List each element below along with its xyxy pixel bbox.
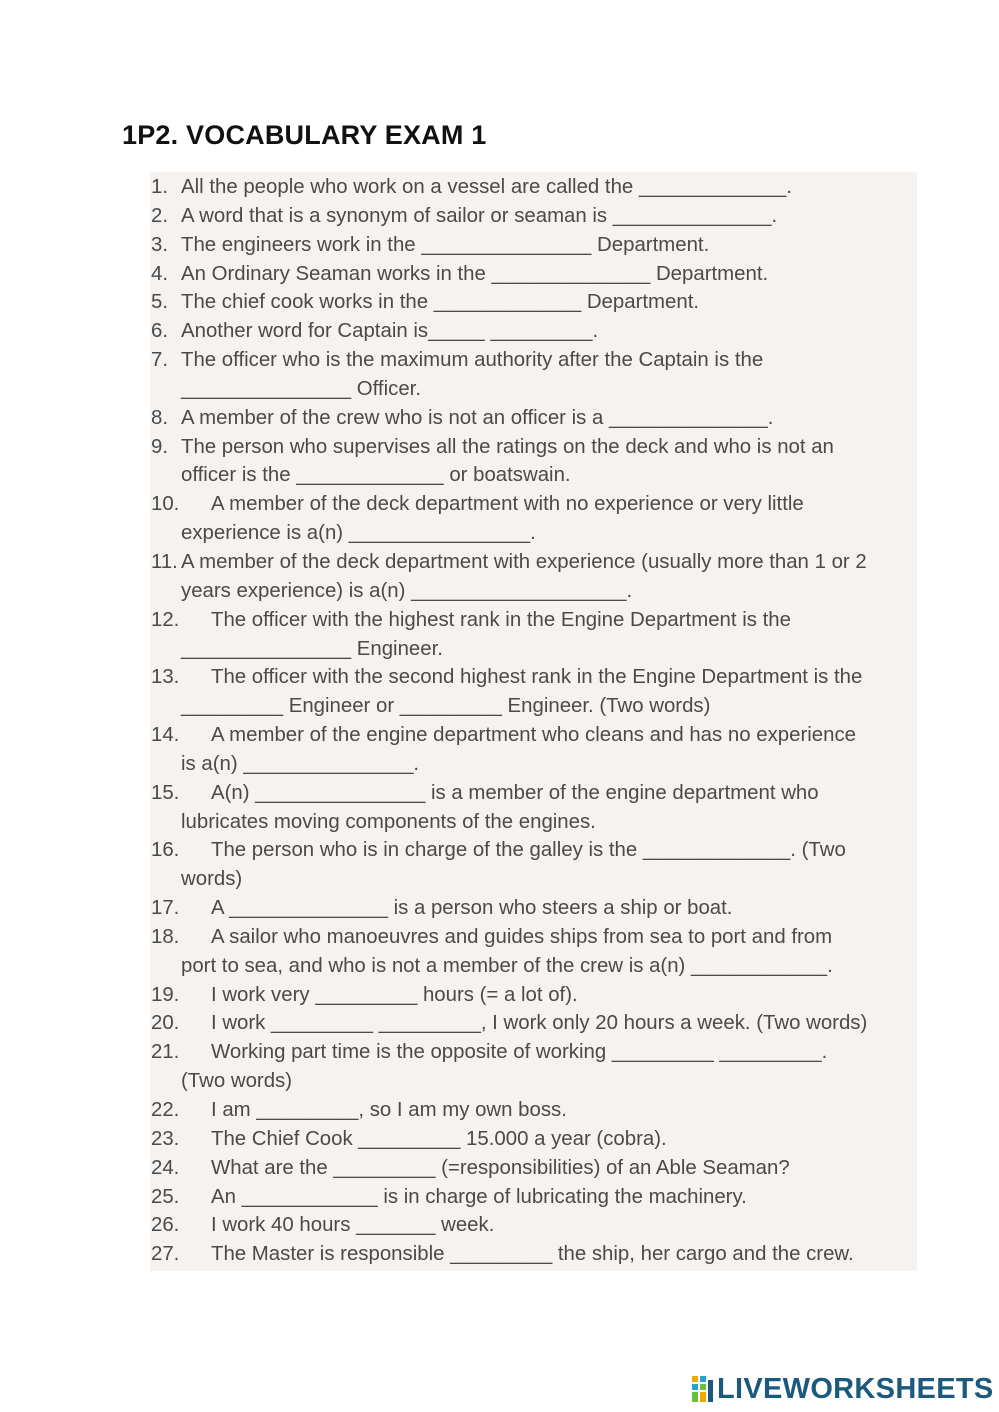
question-item [150, 1096, 917, 1125]
question-line [181, 1096, 917, 1125]
question-number: 18. [151, 925, 180, 948]
question-text: A word that is a synonym of sailor or seaman is ______________. [181, 204, 778, 227]
question-item [150, 606, 917, 664]
question-item [150, 1154, 917, 1183]
question-number: 25. [151, 1185, 180, 1208]
question-text: A member of the deck department with no experience or very little [211, 493, 804, 516]
question-line [181, 202, 917, 231]
question-number: 20. [151, 1012, 180, 1035]
question-line [181, 346, 917, 375]
question-item [150, 490, 917, 548]
question-line [181, 692, 917, 721]
question-item [150, 1038, 917, 1096]
question-item [150, 1009, 917, 1038]
question-number: 11. [151, 550, 178, 573]
question-text: Working part time is the opposite of working _________ _________. [211, 1041, 828, 1064]
question-line [181, 779, 917, 808]
question-text: years experience) is a(n) ___________________. [181, 579, 633, 602]
question-item [150, 173, 917, 202]
question-text: words) [181, 868, 243, 891]
question-item [150, 894, 917, 923]
question-panel [150, 172, 917, 1271]
question-text: A sailor who manoeuvres and guides ships from sea to port and from [211, 925, 833, 948]
question-line [181, 1038, 917, 1067]
question-item [150, 260, 917, 289]
question-number: 13. [151, 666, 180, 689]
question-line [181, 721, 917, 750]
question-line [181, 1067, 917, 1096]
logo-text: LIVEWORKSHEETS [717, 1373, 994, 1405]
question-text: All the people who work on a vessel are called the _____________. [181, 176, 793, 198]
question-line [181, 808, 917, 837]
question-text: The engineers work in the _______________ Department. [181, 233, 710, 256]
question-item [150, 1211, 917, 1240]
question-text: The Master is responsible _________ the ship, her cargo and the crew. [211, 1243, 854, 1266]
question-number: 21. [151, 1041, 180, 1064]
question-item [150, 317, 917, 346]
question-number: 14. [151, 724, 180, 747]
question-item [150, 404, 917, 433]
question-item [150, 981, 917, 1010]
question-item [150, 1240, 917, 1269]
question-number: 5. [151, 291, 169, 314]
question-number: 26. [151, 1214, 180, 1237]
question-number: 16. [151, 839, 180, 862]
question-text: officer is the _____________ or boatswain. [181, 464, 571, 487]
question-item [150, 836, 917, 894]
question-item [150, 721, 917, 779]
question-line [181, 750, 917, 779]
question-line [181, 1211, 917, 1240]
question-line [181, 952, 917, 981]
question-number: 19. [151, 983, 180, 1006]
question-line [181, 1154, 917, 1183]
question-line [181, 606, 917, 635]
question-item [150, 231, 917, 260]
question-line [181, 173, 917, 202]
question-line [181, 663, 917, 692]
question-item [150, 346, 917, 404]
question-number: 17. [151, 897, 180, 920]
liveworksheets-logo-icon [692, 1376, 714, 1402]
question-line [181, 548, 917, 577]
question-number: 10. [151, 493, 180, 516]
question-text: I work very _________ hours (= a lot of). [211, 983, 578, 1006]
question-item [150, 288, 917, 317]
page-title: 1P2. VOCABULARY EXAM 1 [122, 120, 487, 150]
question-line [181, 981, 917, 1010]
question-line [181, 433, 917, 462]
question-line [181, 1125, 917, 1154]
question-number: 1. [151, 176, 169, 198]
question-text: What are the _________ (=responsibilities) of an Able Seaman? [211, 1156, 790, 1179]
question-line [181, 404, 917, 433]
question-number: 8. [151, 406, 169, 429]
question-text: A member of the crew who is not an officer is a ______________. [181, 406, 774, 429]
question-text: The officer who is the maximum authority after the Captain is the [181, 349, 764, 372]
question-text: A member of the engine department who cleans and has no experience [211, 724, 856, 747]
question-text: I work _________ _________, I work only 20 hours a week. (Two words) [211, 1012, 868, 1035]
question-item [150, 779, 917, 837]
question-item [150, 1125, 917, 1154]
question-line [181, 836, 917, 865]
question-line [181, 231, 917, 260]
question-number: 22. [151, 1099, 180, 1121]
question-number: 9. [151, 435, 169, 458]
question-text: An Ordinary Seaman works in the ______________ Department. [181, 262, 769, 285]
question-text: The officer with the second highest rank in the Engine Department is the [211, 666, 863, 689]
question-text: experience is a(n) ________________. [181, 522, 536, 545]
question-number: 2. [151, 204, 169, 227]
question-item [150, 663, 917, 721]
question-number: 27. [151, 1243, 180, 1266]
question-item [150, 548, 917, 606]
question-text: The chief cook works in the _____________ Department. [181, 291, 700, 314]
question-text: The person who is in charge of the galley is the _____________. (Two [211, 839, 846, 862]
question-number: 15. [151, 781, 180, 804]
question-line [181, 1240, 917, 1269]
question-line [181, 375, 917, 404]
question-text: _______________ Officer. [181, 377, 421, 400]
question-line [181, 635, 917, 664]
question-line [181, 894, 917, 923]
question-number: 7. [151, 349, 169, 372]
question-text: A ______________ is a person who steers a ship or boat. [211, 897, 733, 920]
question-line [181, 865, 917, 894]
question-text: _________ Engineer or _________ Engineer. (Two words) [181, 695, 711, 718]
question-text: is a(n) _______________. [181, 752, 420, 775]
question-line [181, 577, 917, 606]
question-number: 23. [151, 1127, 180, 1150]
question-text: Another word for Captain is_____ _________. [181, 320, 599, 343]
question-number: 3. [151, 233, 169, 256]
liveworksheets-logo [692, 1372, 994, 1406]
question-text: An ____________ is in charge of lubricating the machinery. [211, 1185, 747, 1208]
question-text: The person who supervises all the ratings on the deck and who is not an [181, 435, 834, 458]
question-text: port to sea, and who is not a member of the crew is a(n) ____________. [181, 954, 833, 977]
question-text: The officer with the highest rank in the Engine Department is the [211, 608, 791, 631]
question-text: (Two words) [181, 1070, 293, 1093]
question-number: 4. [151, 262, 169, 285]
question-text: I work 40 hours _______ week. [211, 1214, 495, 1237]
question-text: lubricates moving components of the engines. [181, 810, 596, 833]
question-number: 6. [151, 320, 169, 343]
question-text: I am _________, so I am my own boss. [211, 1099, 567, 1121]
question-item [150, 923, 917, 981]
question-text: _______________ Engineer. [181, 637, 443, 660]
question-text: A member of the deck department with experience (usually more than 1 or 2 [181, 550, 867, 573]
question-line [181, 1183, 917, 1212]
question-line [181, 1009, 917, 1038]
question-number: 24. [151, 1156, 180, 1179]
question-line [181, 260, 917, 289]
question-line [181, 461, 917, 490]
question-line [181, 519, 917, 548]
question-item [150, 1183, 917, 1212]
question-line [181, 288, 917, 317]
question-text: A(n) _______________ is a member of the engine department who [211, 781, 819, 804]
question-item [150, 202, 917, 231]
question-text: The Chief Cook _________ 15.000 a year (cobra). [211, 1127, 667, 1150]
question-number: 12. [151, 608, 180, 631]
question-line [181, 923, 917, 952]
question-line [181, 317, 917, 346]
question-list [150, 172, 917, 1269]
question-item [150, 433, 917, 491]
question-line [181, 490, 917, 519]
